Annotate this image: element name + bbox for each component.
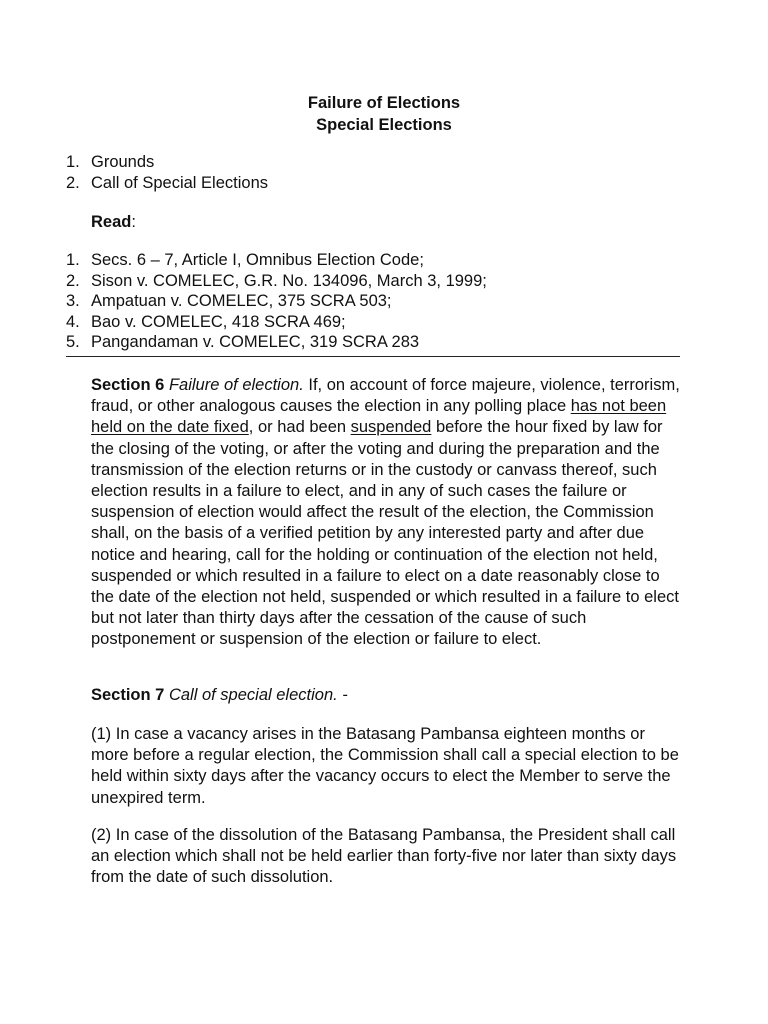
list-number: 4. bbox=[66, 312, 80, 331]
section-divider bbox=[66, 356, 680, 357]
list-text: Bao v. COMELEC, 418 SCRA 469; bbox=[91, 312, 346, 331]
list-item bbox=[66, 152, 268, 173]
readings-list bbox=[66, 250, 487, 353]
section-7-title: Call of special election. - bbox=[168, 686, 348, 704]
section-7-heading: Section 7 bbox=[91, 686, 165, 704]
list-item bbox=[66, 332, 487, 353]
list-item bbox=[66, 291, 487, 312]
list-number: 1. bbox=[66, 153, 80, 171]
section-6-underline-suspended: suspended bbox=[350, 418, 432, 437]
section-6-paragraph bbox=[91, 375, 683, 651]
read-label bbox=[91, 212, 136, 233]
section-6-title: Failure of election. bbox=[168, 376, 304, 394]
section-6-text-b: , or had been bbox=[248, 418, 351, 437]
list-number: 2. bbox=[66, 173, 80, 192]
list-text: Call of Special Elections bbox=[91, 173, 269, 192]
section-7-paragraph-1: (1) In case a vacancy arises in the Batasang Pambansa eighteen months or more before a regular election, the Commission shall call a special election to be held within sixty days after the vacancy occurs to elect the Member to serve the unexpired term. bbox=[91, 725, 679, 807]
list-item bbox=[66, 173, 268, 194]
list-text: Sison v. COMELEC, G.R. No. 134096, March 3, 1999; bbox=[91, 271, 487, 290]
section-6-text-c: before the hour fixed by law for the closing of the voting, or after the voting and during the preparation and the transmission of the election returns or in the custody or canvass thereof, such election results in a failure to elect, and in any of such cases the failure or suspension of election would affect the result of the election, the Commission shall, on the basis of a verified petition by any interested party and after due notice and hearing, call for the holding or continuation of the election not held, suspended or which resulted in a failure to elect on a date reasonably close to the date of the election not held, suspended or which resulted in a failure to elect but not later than thirty days after the cessation of the cause of such postponement or suspension of the election or failure to elect. bbox=[91, 418, 679, 649]
list-text: Grounds bbox=[91, 153, 155, 171]
list-text: Pangandaman v. COMELEC, 319 SCRA 283 bbox=[91, 333, 420, 352]
read-label-text: Read bbox=[91, 213, 132, 231]
list-number: 5. bbox=[66, 333, 80, 352]
list-text: Secs. 6 – 7, Article I, Omnibus Election Code; bbox=[91, 251, 424, 269]
list-number: 2. bbox=[66, 271, 80, 290]
list-item bbox=[66, 271, 487, 292]
list-item bbox=[66, 312, 487, 333]
document-title: Failure of Elections bbox=[307, 94, 461, 112]
list-number: 3. bbox=[66, 292, 80, 311]
document-subtitle: Special Elections bbox=[316, 116, 452, 134]
section-7-heading-line bbox=[91, 685, 683, 706]
section-6-underline-not-held: has not been held on the date fixed bbox=[91, 397, 667, 437]
topics-list bbox=[66, 152, 268, 193]
list-item bbox=[66, 250, 487, 271]
section-6-text-a: If, on account of force majeure, violence, terrorism, fraud, or other analogous causes the election in any polling place bbox=[91, 376, 680, 416]
section-7-paragraph-2: (2) In case of the dissolution of the Batasang Pambansa, the President shall call an election which shall not be held earlier than forty-five nor later than sixty days from the date of such dissolution. bbox=[91, 826, 677, 887]
section-6-heading: Section 6 bbox=[91, 376, 165, 394]
list-number: 1. bbox=[66, 251, 80, 269]
read-label-colon: : bbox=[131, 213, 136, 231]
list-text: Ampatuan v. COMELEC, 375 SCRA 503; bbox=[91, 292, 392, 311]
